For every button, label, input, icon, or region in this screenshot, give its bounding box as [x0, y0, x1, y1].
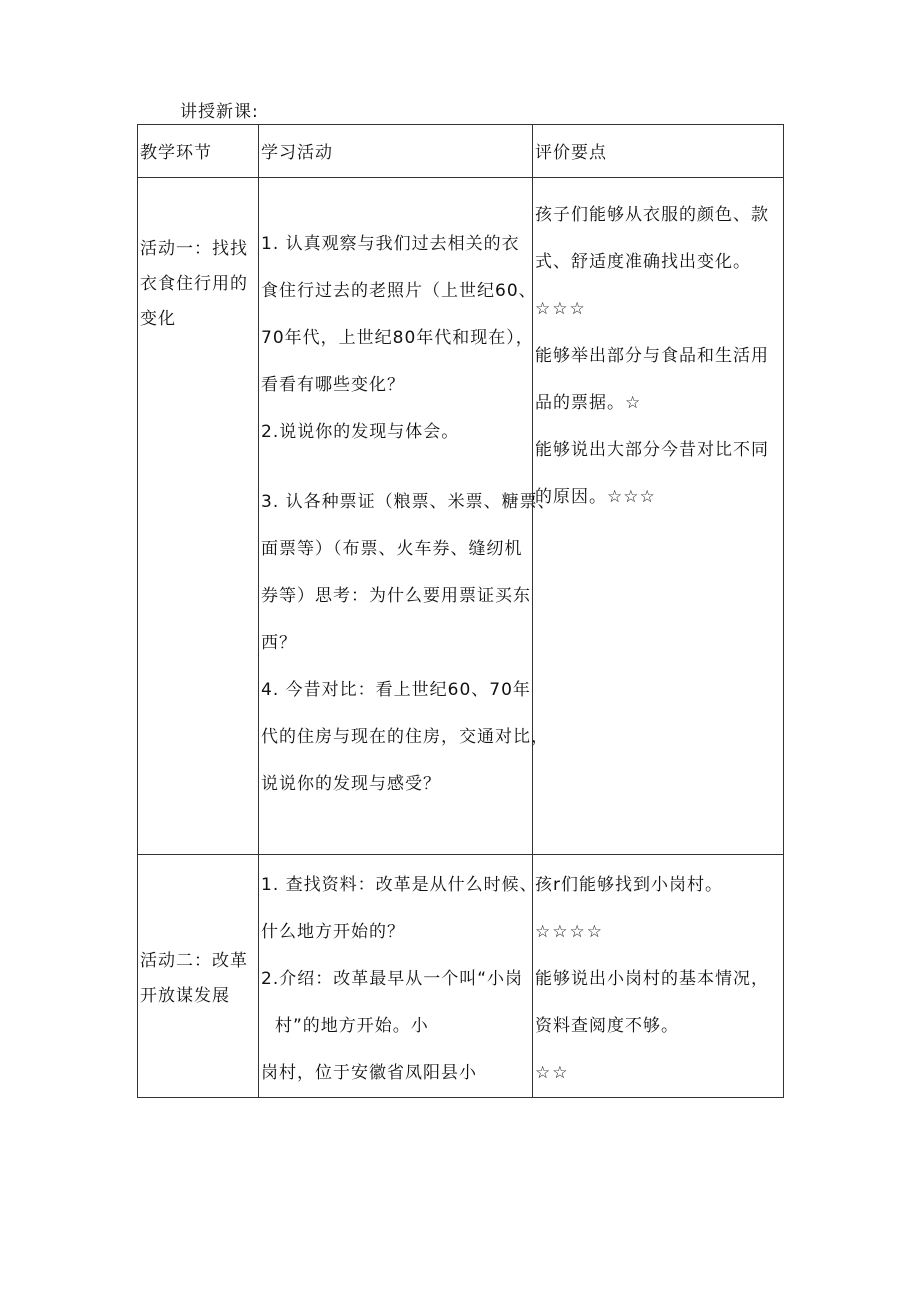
- stage-cell: [138, 855, 259, 1098]
- evaluation-line: 品的票据。☆: [535, 393, 642, 413]
- activity-line: 看看有哪些变化？: [261, 375, 405, 395]
- activity-line: 说说你的发现与感受？: [261, 774, 441, 794]
- star-rating: ☆☆: [535, 1063, 570, 1083]
- star-rating: ☆☆☆: [535, 299, 587, 319]
- activity-line: 村”的地方开始。小: [275, 1016, 429, 1036]
- lesson-table: [137, 124, 784, 1098]
- header-cell-evaluation: 评价要点: [533, 125, 784, 178]
- table-header-row: [138, 125, 784, 178]
- stage-text: 活动一：找找: [140, 239, 248, 259]
- activity-line: 1. 认真观察与我们过去相关的衣: [261, 234, 520, 254]
- header-cell-stage: 教学环节: [138, 125, 259, 178]
- evaluation-line: 孩r们能够找到小岗村。: [535, 875, 723, 895]
- stage-cell: [138, 178, 259, 855]
- activity-line: 3. 认各种票证（粮票、米票、糖票、: [261, 492, 556, 512]
- stage-text: 衣食住行用的: [140, 274, 248, 294]
- section-heading: 讲授新课:: [180, 102, 259, 122]
- evaluation-cell: [533, 855, 784, 1098]
- activity-line: 岗村，位于安徽省凤阳县小: [261, 1063, 477, 1083]
- evaluation-line: 的原因。☆☆☆: [535, 487, 656, 507]
- activity-line: 什么地方开始的？: [261, 922, 405, 942]
- evaluation-line: 资料查阅度不够。: [535, 1016, 679, 1036]
- activity-line: 西？: [261, 633, 297, 653]
- evaluation-line: 能够说出小岗村的基本情况，: [535, 969, 769, 989]
- activity-line: 食住行过去的老照片（上世纪60、: [261, 281, 537, 301]
- table-row: [138, 178, 784, 855]
- evaluation-line: 孩子们能够从衣服的颜色、款: [535, 205, 769, 225]
- activities-cell: [259, 178, 556, 855]
- star-rating: ☆☆☆☆: [535, 922, 604, 942]
- stage-text: 变化: [140, 309, 176, 329]
- header-cell-activities: 学习活动: [259, 125, 533, 178]
- activity-line: 4. 今昔对比：看上世纪60、70年: [261, 680, 531, 700]
- activity-line: 1. 查找资料：改革是从什么时候、: [261, 875, 538, 895]
- evaluation-line: 能够举出部分与食品和生活用: [535, 346, 769, 366]
- activity-line: 2.说说你的发现与体会。: [261, 422, 460, 442]
- table-row: [138, 855, 784, 1098]
- activity-line: 2.介绍：改革最早从一个叫“小岗: [261, 969, 524, 989]
- stage-text: 活动二：改革: [140, 951, 248, 971]
- activity-line: 面票等）（布票、火车券、缝纫机: [261, 539, 523, 559]
- spacer: [261, 456, 532, 479]
- stage-text: 开放谋发展: [140, 986, 230, 1006]
- evaluation-line: 能够说出大部分今昔对比不同: [535, 440, 769, 460]
- activities-cell: [259, 855, 538, 1098]
- activity-line: 代的住房与现在的住房，交通对比，: [261, 727, 549, 747]
- evaluation-line: 式、舒适度准确找出变化。: [535, 252, 751, 272]
- activity-line: 券等）思考：为什么要用票证买东: [261, 586, 531, 606]
- activity-line: 70年代，上世纪80年代和现在），: [261, 328, 534, 348]
- evaluation-cell: [533, 178, 784, 855]
